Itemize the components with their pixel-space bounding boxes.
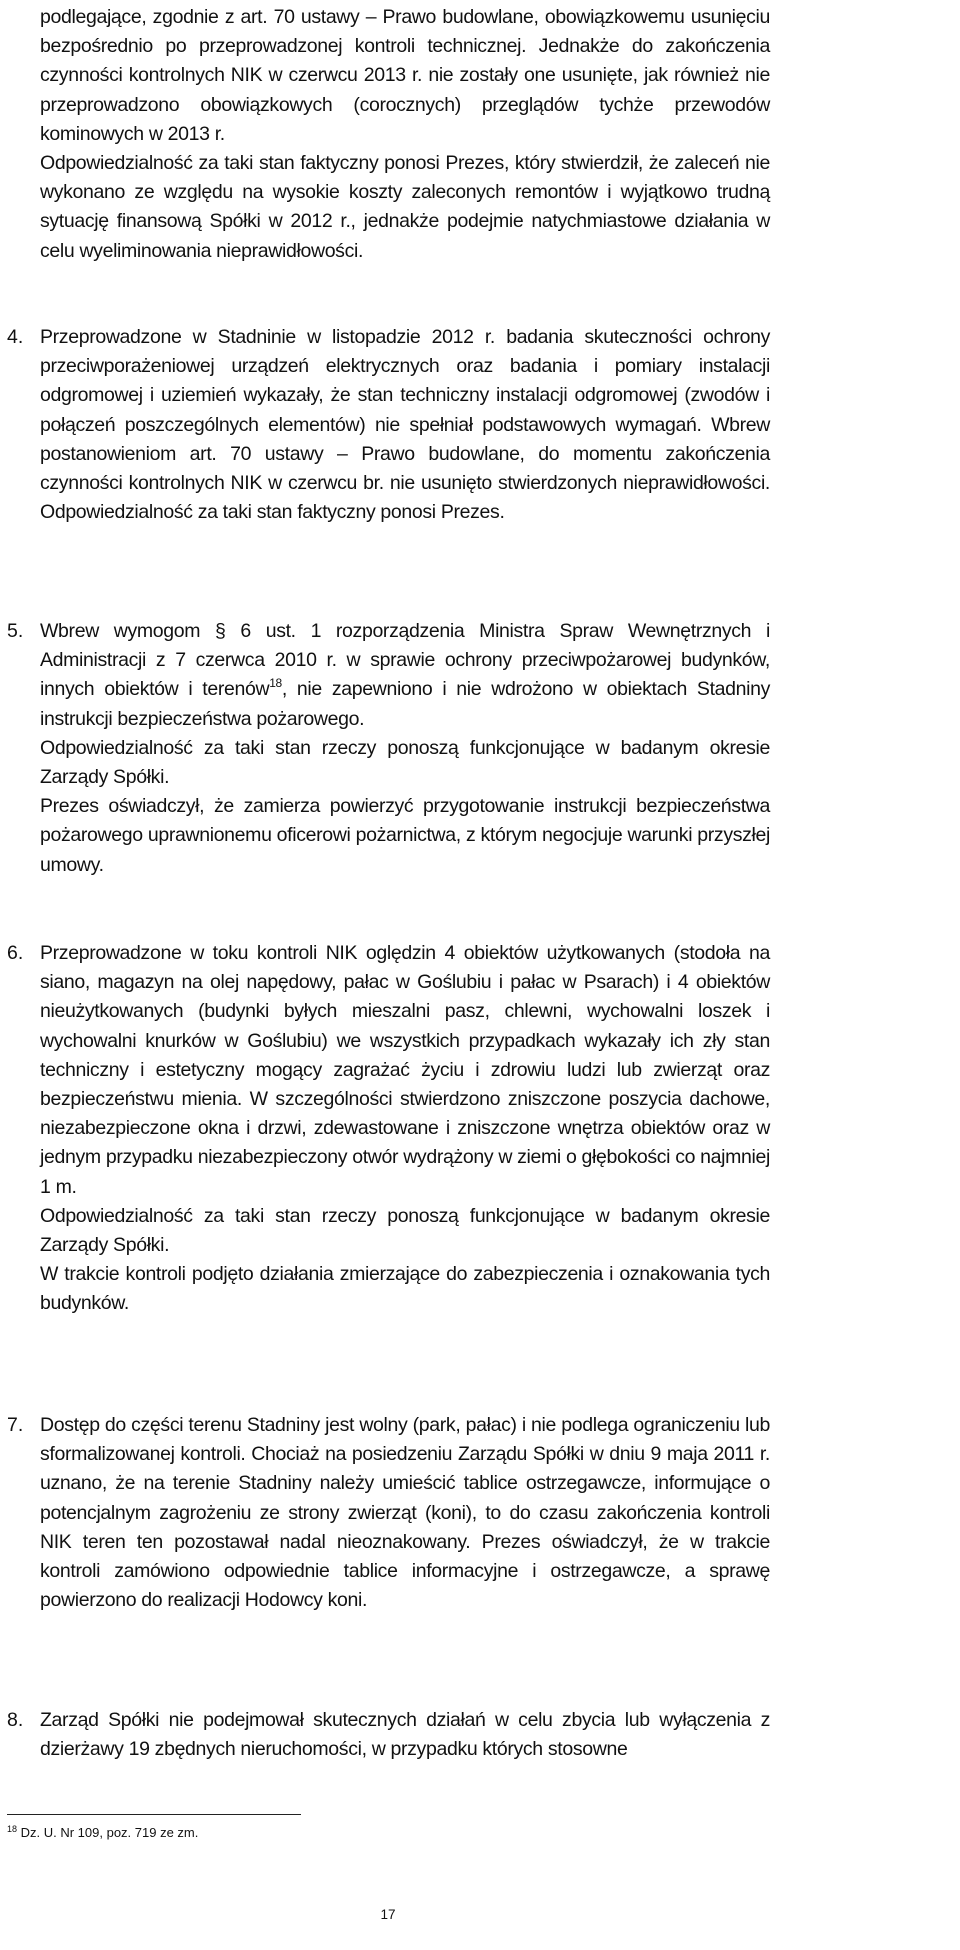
paragraph: Odpowiedzialność za taki stan faktyczny ponosi Prezes, który stwierdził, że zaleceń nie wykonano ze względu na wysokie koszty zaleconych remontów i wyjątkowo trudną sytuację finansową Spółki w 2012 r., jednakże podejmie natychmiastowe działania w celu wyeliminowania nieprawidłowości.: [40, 152, 770, 262]
list-item-number: 6.: [7, 942, 24, 964]
paragraph: Przeprowadzone w Stadninie w listopadzie 2012 r. badania skuteczności ochrony przeciwporażeniowej urządzeń elektrycznych oraz badania i pomiary instalacji odgromowej i uziemień wykazały, że stan techniczny instalacji odgromowej (zwodów i połączeń poszczególnych elementów) nie spełniał podstawowych wymagań. Wbrew postanowieniom art. 70 ustawy – Prawo budowlane, do momentu zakończenia czynności kontrolnych NIK w czerwcu br. nie usunięto stwierdzonych nieprawidłowości. Odpowiedzialność za taki stan faktyczny ponosi Prezes.: [40, 326, 770, 524]
list-item-number: 5.: [7, 620, 24, 642]
footnote-reference: 18: [269, 675, 282, 690]
list-item-body: [40, 617, 770, 880]
paragraph: podlegające, zgodnie z art. 70 ustawy – Prawo budowlane, obowiązkowemu usunięciu bezpośrednio po przeprowadzonej kontroli technicznej. Jednakże do zakończenia czynności kontrolnych NIK w czerwcu 2013 r. nie zostały one usunięte, jak również nie przeprowadzono obowiązkowych (corocznych) przeglądów tychże przewodów kominowych w 2013 r.: [40, 6, 770, 145]
paragraph: Odpowiedzialność za taki stan rzeczy ponoszą funkcjonujące w badanym okresie Zarządy Spółki.: [40, 736, 770, 789]
footnote-marker: 18: [7, 1823, 18, 1834]
page-number: 17: [380, 1907, 396, 1922]
footnote-divider: [7, 1814, 301, 1815]
list-item-body: [40, 323, 770, 527]
list-item-number: 4.: [7, 326, 24, 348]
paragraph: Zarząd Spółki nie podejmował skutecznych działań w celu zbycia lub wyłączenia z dzierżawy 19 zbędnych nieruchomości, w przypadku których stosowne: [40, 1709, 770, 1761]
paragraph: Odpowiedzialność za taki stan rzeczy ponoszą funkcjonujące w badanym okresie Zarządy Spółki.: [40, 1204, 770, 1257]
list-item-number: 8.: [7, 1709, 24, 1731]
paragraph: W trakcie kontroli podjęto działania zmierzające do zabezpieczenia i oznakowania tych budynków.: [40, 1263, 770, 1315]
list-item-body: [40, 939, 770, 1319]
list-item-body: [40, 1411, 770, 1615]
paragraph: [40, 617, 770, 734]
list-item-number: 7.: [7, 1414, 24, 1436]
paragraph: Przeprowadzone w toku kontroli NIK oględzin 4 obiektów użytkowanych (stodoła na siano, magazyn na olej napędowy, pałac w Goślubiu i pałac w Psarach) i 4 obiektów nieużytkowanych (budynki byłych mieszalni pasz, chlewni, wychowalni loszek i wychowalni knurków w Goślubiu) we wszystkich przypadkach wykazały ich zły stan techniczny i estetyczny mogący zagrażać życiu i zdrowiu ludzi lub zwierząt oraz bezpieczeństwu mienia. W szczególności stwierdzono zniszczone poszycia dachowe, niezabezpieczone okna i drzwi, zdewastowane i zniszczone wnętrza obiektów oraz w jednym przypadku niezabezpieczony otwór wydrążony w ziemi o głębokości co najmniej 1 m.: [40, 942, 771, 1198]
footnote-text: Dz. U. Nr 109, poz. 719 ze zm.: [17, 1825, 199, 1840]
paragraph-text: , nie zapewniono i nie wdrożono w obiektach Stadniny instrukcji bezpieczeństwa pożarowego.: [40, 678, 770, 730]
paragraph: Dostęp do części terenu Stadniny jest wolny (park, pałac) i nie podlega ograniczeniu lub sformalizowanej kontroli. Chociaż na posiedzeniu Zarządu Spółki w dniu 9 maja 2011 r. uznano, że na terenie Stadniny należy umieścić tablice ostrzegawcze, informujące o potencjalnym zagrożeniu ze strony zwierząt (koni), to do czasu zakończenia kontroli NIK teren ten pozostawał nadal nieoznakowany. Prezes oświadczył, że w trakcie kontroli zamówiono odpowiednie tablice informacyjne i ostrzegawcze, a sprawę powierzono do realizacji Hodowcy koni.: [40, 1414, 770, 1612]
list-item-body: [40, 1706, 770, 1764]
footnote: [7, 1824, 198, 1842]
paragraph: Prezes oświadczył, że zamierza powierzyć przygotowanie instrukcji bezpieczeństwa pożarowego uprawnionemu oficerowi pożarnictwa, z którym negocjuje warunki przyszłej umowy.: [40, 795, 770, 876]
lead-text: [40, 3, 770, 266]
paragraph-text: Wbrew wymogom § 6 ust. 1 rozporządzenia Ministra Spraw Wewnętrznych i Administracji z 7 czerwca 2010 r. w sprawie ochrony przeciwpożarowej budynków, innych obiektów i terenów: [40, 620, 770, 701]
